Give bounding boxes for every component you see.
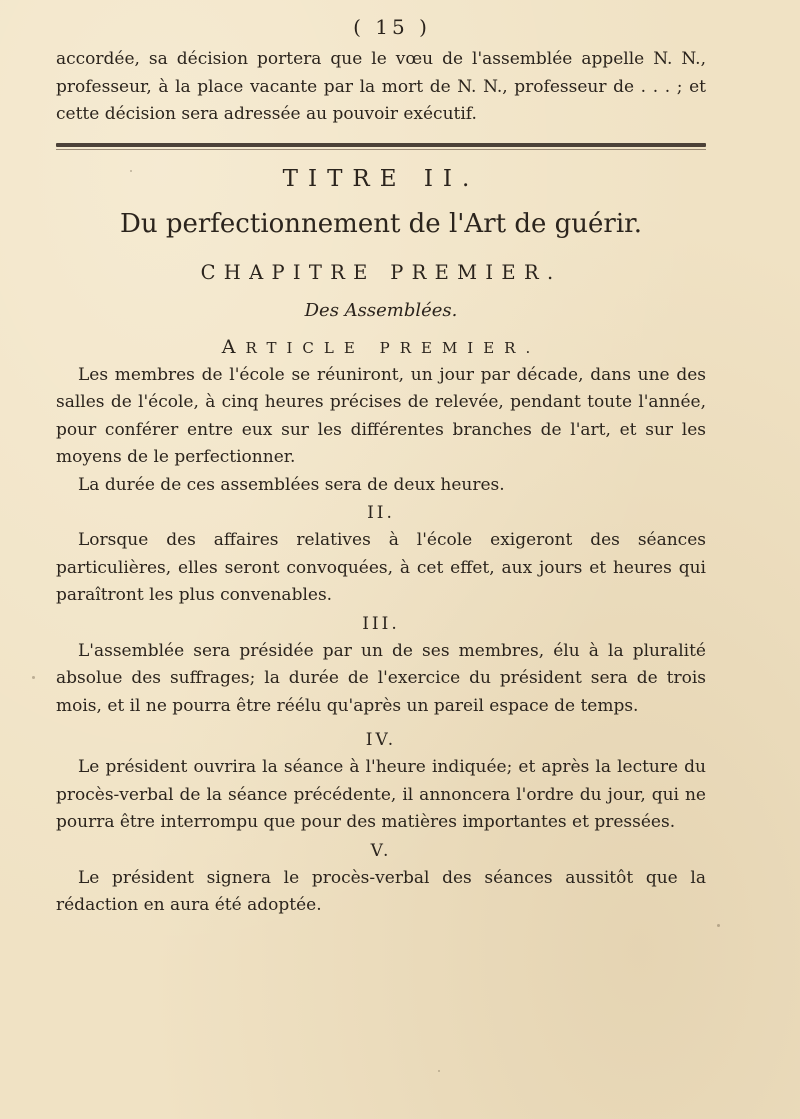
section-divider-thick <box>56 143 706 147</box>
chapter-heading: CHAPITRE PREMIER. <box>200 260 562 284</box>
article-paragraph: Lorsque des affaires relatives à l'école exigeront des séances particulières, elles seront convoquées, à cet effet, aux jours et heures qui paraîtront les plus convenables. <box>56 530 706 605</box>
article-heading-initial: A <box>221 335 246 358</box>
article-heading-word: RTICLE <box>245 338 365 357</box>
paper-speck <box>717 924 720 927</box>
page-content <box>56 14 706 920</box>
paper-speck <box>438 1070 440 1072</box>
article-paragraph: Les membres de l'école se réuniront, un jour par décade, dans une des salles de l'école, à cinq heures précises de relevée, pendant toute l'année, pour conférer entre eux sur les différentes branches de l'art, et sur les moyens de le perfectionner. <box>56 364 706 467</box>
article-number: III. <box>362 613 400 634</box>
article-number: IV. <box>365 730 397 750</box>
article-paragraph: Le président ouvrira la séance à l'heure indiquée; et après la lecture du procès-verbal de la séance précédente, il annoncera l'ordre du jour, qui ne pourra être interrompu que pour des matières importantes et pressées. <box>56 757 706 832</box>
page-number: ( 15 ) <box>353 15 431 39</box>
chapter-subtitle: Des Assemblées. <box>304 299 458 321</box>
article-heading <box>56 332 706 362</box>
section-divider-thin <box>56 149 706 150</box>
section-title: Du perfectionnement de l'Art de guérir. <box>119 208 642 239</box>
continuation-paragraph: accordée, sa décision portera que le vœu de l'assemblée appelle N. N., professeur, à la place vacante par la mort de N. N., professeur de . . . ; et cette décision sera adressée au pouvoir exécutif. <box>56 49 706 124</box>
article-paragraph: La durée de ces assemblées sera de deux heures. <box>78 474 505 495</box>
article-paragraph: L'assemblée sera présidée par un de ses membres, élu à la pluralité absolue des suffrages; la durée de l'exercice du président sera de trois mois, et il ne pourra être réélu qu'après un pareil espace de temps. <box>56 640 706 716</box>
article-paragraph: Le président signera le procès-verbal des séances aussitôt que la rédaction en aura été adoptée. <box>56 867 706 915</box>
article-number: II. <box>367 503 395 523</box>
paper-speck <box>32 676 35 679</box>
article-number: V. <box>370 840 392 861</box>
titre-heading: TITRE II. <box>282 165 480 192</box>
article-heading-ordinal: PREMIER. <box>379 338 541 357</box>
